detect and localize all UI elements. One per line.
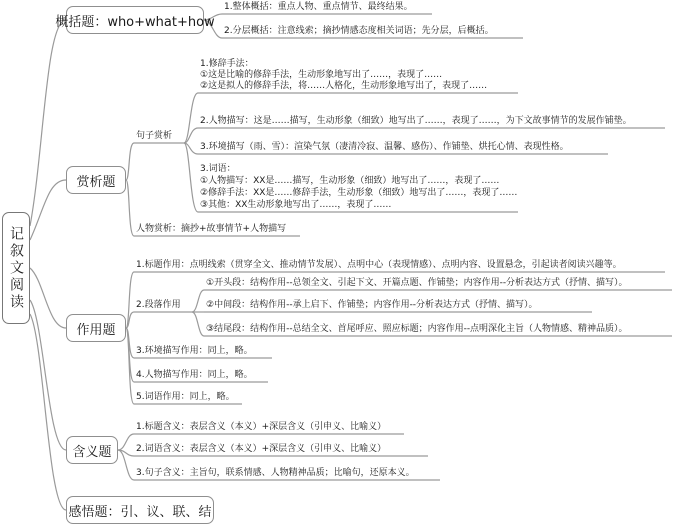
function-environment: 3.环境描写作用：同上，略。 xyxy=(136,346,253,356)
character-appreciation: 人物赏析：摘抄+故事情节+人物描写 xyxy=(136,224,287,234)
summary-item-2: 2.分层概括：注意线索；摘抄情感态度相关词语；先分层，后概括。 xyxy=(224,26,494,36)
node-appreciation-label: 赏析题 xyxy=(76,174,116,190)
function-words: 5.词语作用：同上，略。 xyxy=(136,392,235,402)
node-function[interactable] xyxy=(66,314,126,342)
sentence-appreciation-label: 句子赏析 xyxy=(136,131,173,141)
paragraph-ending: ③结尾段：结构作用--总结全文、首尾呼应、照应标题；内容作用--点明深化主旨（人物情感、精神品质）。 xyxy=(206,324,628,334)
word-usage-line-1: ①人物描写：XX是……描写，生动形象（细致）地写出了……，表现了…… xyxy=(200,176,500,186)
rhetoric-line-2: ②这是拟人的修辞手法，将……人格化，生动形象地写出了，表现了…… xyxy=(200,81,488,91)
paragraph-opening: ①开头段：结构作用--总领全文、引起下文、开篇点题、作铺垫；内容作用--分析表达方式（抒情、描写）。 xyxy=(206,278,628,288)
meaning-title: 1.标题含义：表层含义（本义）+深层含义（引申义、比喻义） xyxy=(136,422,387,432)
paragraph-middle: ②中间段：结构作用--承上启下、作铺垫；内容作用--分析表达方式（抒情、描写）。 xyxy=(206,300,538,310)
word-usage-line-2: ②修辞手法：XX是……修辞手法，生动形象（细致）地写出了……，表现了…… xyxy=(200,188,518,198)
node-meaning[interactable] xyxy=(66,436,118,464)
rhetoric-title: 1.修辞手法： xyxy=(200,59,254,69)
node-function-label: 作用题 xyxy=(76,322,116,338)
rhetoric-line-1: ①这是比喻的修辞手法，生动形象地写出了……，表现了…… xyxy=(200,70,443,80)
summary-item-1: 1.整体概括：重点人物、重点情节、最终结果。 xyxy=(224,2,413,12)
node-summary-label: 概括题：who+what+how xyxy=(55,14,215,30)
meaning-words: 2.词语含义：表层含义（本义）+深层含义（引申义、比喻义） xyxy=(136,444,387,454)
node-appreciation[interactable] xyxy=(66,166,126,194)
word-usage-title: 3.词语： xyxy=(200,164,236,174)
character-description: 2.人物描写：这是……描写，生动形象（细致）地写出了……，表现了……，为下文故事情节的发展作铺垫。 xyxy=(200,116,632,126)
node-reflection-label: 感悟题：引、议、联、结 xyxy=(68,504,212,520)
node-meaning-label: 含义题 xyxy=(72,444,112,460)
function-character: 4.人物描写作用：同上，略。 xyxy=(136,370,253,380)
function-title-role: 1.标题作用：点明线索（贯穿全文、推动情节发展）、点明中心（表现情感）、点明内容、设置悬念，引起读者阅读兴趣等。 xyxy=(136,260,622,270)
node-reflection[interactable] xyxy=(66,496,214,524)
meaning-sentence: 3.句子含义：主旨句，联系情感、人物精神品质；比喻句，还原本义。 xyxy=(136,468,415,478)
word-usage-line-3: ③其他：XX生动形象地写出了……，表现了…… xyxy=(200,200,392,210)
root-node[interactable] xyxy=(2,212,30,324)
environment-description: 3.环境描写（雨、雪）：渲染气氛（凄清冷寂、温馨、感伤）、作铺垫、烘托心情、表现性格。 xyxy=(200,142,569,152)
root-label: 记叙文阅读 xyxy=(8,225,24,311)
node-summary[interactable] xyxy=(55,6,215,34)
function-paragraph-role: 2.段落作用 xyxy=(136,300,181,310)
